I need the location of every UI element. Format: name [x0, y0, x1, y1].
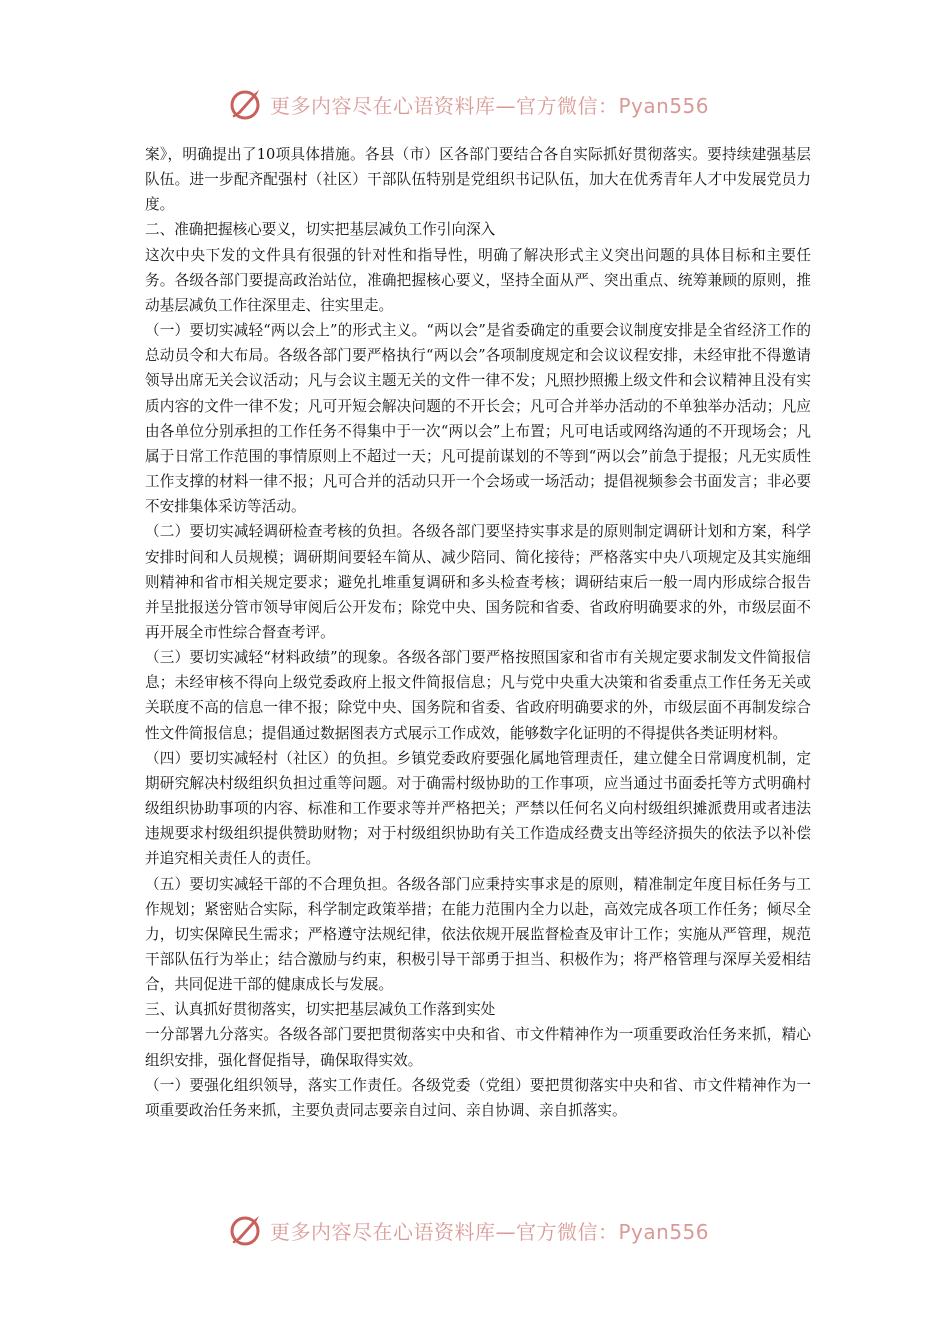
quill-seal-logo-icon [228, 86, 266, 122]
header-banner-text: 更多内容尽在心语资料库—官方微信：Pyan556 [270, 93, 710, 118]
paragraph: （五）要切实减轻干部的不合理负担。各级各部门应秉持实事求是的原则，精准制定年度目标任务与工作规划；紧密贴合实际，科学制定政策举措；在能力范围内全力以赴，高效完成各项工作任务；倾尽全力，切实保障民生需求；严格遵守法规纪律，依法依规开展监督检查及审计工作；实施从严管理，规范干部队伍行为举止；结合激励与约束，积极引导干部勇于担当、积极作为；将严格管理与深厚关爱相结合，共同促进干部的健康成长与发展。 [145, 875, 811, 994]
paragraph: （一）要强化组织领导，落实工作责任。各级党委（党组）要把贯彻落实中央和省、市文件精神作为一项重要政治任务来抓，主要负责同志要亲自过问、亲自协调、亲自抓落实。 [145, 1076, 811, 1119]
document-body [145, 142, 811, 1123]
footer-banner [228, 1210, 748, 1250]
paragraph: （三）要切实减轻“材料政绩”的现象。各级各部门要严格按照国家和省市有关规定要求制发文件简报信息；未经审核不得向上级党委政府上报文件简报信息；凡与党中央重大决策和省委重点工作任务无关或关联度不高的信息一律不报；除党中央、国务院和省委、省政府明确要求的外，市级层面不再制发综合性文件简报信息；提倡通过数据图表方式展示工作成效，能够数字化证明的不得提供各类证明材料。 [145, 649, 811, 742]
paragraph: 一分部署九分落实。各级各部门要把贯彻落实中央和省、市文件精神作为一项重要政治任务来抓，精心组织安排，强化督促指导，确保取得实效。 [145, 1026, 811, 1069]
paragraph: 这次中央下发的文件具有很强的针对性和指导性，明确了解决形式主义突出问题的具体目标和主要任务。各级各部门要提高政治站位，准确把握核心要义，坚持全面从严、突出重点、统筹兼顾的原则，推动基层减负工作往深里走、往实里走。 [145, 246, 811, 314]
section-heading: 三、认真抓好贯彻落实，切实把基层减负工作落到实处 [145, 1001, 496, 1019]
quill-seal-logo-icon [228, 1212, 266, 1248]
paragraph: （二）要切实减轻调研检查考核的负担。各级各部门要坚持实事求是的原则制定调研计划和方案，科学安排时间和人员规模；调研期间要轻车简从、减少陪同、简化接待；严格落实中央八项规定及其实施细则精神和省市相关规定要求；避免扎堆重复调研和多头检查考核；调研结束后一般一周内形成综合报告并呈批报送分管市领导审阅后公开发布；除党中央、国务院和省委、省政府明确要求的外，市级层面不再开展全市性综合督查考评。 [145, 523, 811, 641]
paragraph: （一）要切实减轻“两以会上”的形式主义。“两以会”是省委确定的重要会议制度安排是全省经济工作的总动员令和大布局。各级各部门要严格执行“两以会”各项制度规定和会议议程安排，未经审批不得邀请领导出席无关会议活动；凡与会议主题无关的文件一律不发；凡照抄照搬上级文件和会议精神且没有实质内容的文件一律不发；凡可开短会解决问题的不开长会；凡可合并举办活动的不单独举办活动；凡应由各单位分别承担的工作任务不得集中于一次“两以会”上布置；凡可电话或网络沟通的不开现场会；凡属于日常工作范围的事情原则上不超过一天；凡可提前谋划的不等到“两以会”前急于提报；凡无实质性工作支撑的材料一律不报；凡可合并的活动只开一个会场或一场活动；提倡视频参会书面发言；非必要不安排集体采访等活动。 [145, 322, 811, 516]
paragraph: 案》，明确提出了10项具体措施。各县（市）区各部门要结合各自实际抓好贯彻落实。要持续建强基层队伍。进一步配齐配强村（社区）干部队伍特别是党组织书记队伍，加大在优秀青年人才中发展党员力度。 [145, 146, 811, 214]
section-heading: 二、准确把握核心要义，切实把基层减负工作引向深入 [145, 221, 496, 239]
paragraph: （四）要切实减轻村（社区）的负担。乡镇党委政府要强化属地管理责任，建立健全日常调度机制，定期研究解决村级组织负担过重等问题。对于确需村级协助的工作事项，应当通过书面委托等方式明确村级组织协助事项的内容、标准和工作要求等并严格把关；严禁以任何名义向村级组织摊派费用或者违法违规要求村级组织提供赞助财物；对于村级组织协助有关工作造成经费支出等经济损失的依法予以补偿并追究相关责任人的责任。 [145, 749, 811, 868]
footer-banner-text: 更多内容尽在心语资料库—官方微信：Pyan556 [270, 1219, 710, 1244]
header-banner [228, 84, 748, 124]
